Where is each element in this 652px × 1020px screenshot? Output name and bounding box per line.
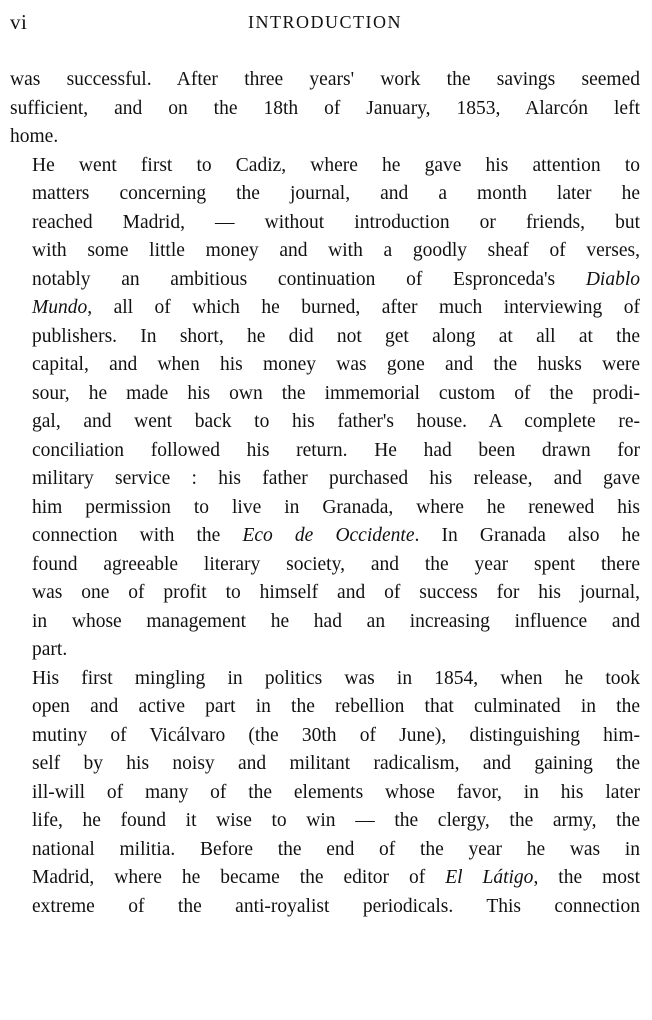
text-line: notably an ambitious continuation of Espronceda's Diablo <box>32 268 640 290</box>
page-header <box>10 8 640 44</box>
italic-title: Diablo <box>585 268 640 290</box>
text-line: was successful. After three years' work the savings seemed <box>10 69 640 90</box>
italic-title: El Látigo <box>445 867 534 888</box>
running-head: INTRODUCTION <box>248 12 402 32</box>
paragraph <box>10 665 640 922</box>
text-line: open and active part in the rebellion that culminated in the <box>32 696 640 717</box>
body-text <box>10 66 640 921</box>
text-line: home. <box>10 126 59 147</box>
text-line: was one of profit to himself and of success for his journal, <box>32 582 640 603</box>
text-line: He went first to Cadiz, where he gave his attention to <box>32 154 640 176</box>
text-line: gal, and went back to his father's house. A complete re- <box>32 411 640 432</box>
text-line: capital, and when his money was gone and the husks were <box>32 354 640 375</box>
page-number: vi <box>10 10 28 34</box>
text-line: part. <box>32 639 68 660</box>
italic-title: Mundo <box>32 297 88 318</box>
italic-title: Eco de Occidente <box>242 525 415 546</box>
text-line: in whose management he had an increasing influence and <box>32 610 640 632</box>
text-line: mutiny of Vicálvaro (the 30th of June), distinguishing him- <box>32 724 640 746</box>
text-line: sour, he made his own the immemorial custom of the prodi- <box>32 382 640 404</box>
text-line: matters concerning the journal, and a month later he <box>32 183 640 204</box>
text-line: found agreeable literary society, and the year spent there <box>32 553 640 575</box>
book-page <box>10 8 640 921</box>
text-line: extreme of the anti-royalist periodicals. This connection <box>32 895 640 917</box>
text-line: national militia. Before the end of the year he was in <box>32 838 640 860</box>
text-line: Mundo, all of which he burned, after much interviewing of <box>32 297 640 318</box>
text-line: ill-will of many of the elements whose favor, in his later <box>32 781 640 803</box>
text-line: him permission to live in Granada, where he renewed his <box>32 496 640 518</box>
paragraph <box>10 66 640 152</box>
text-line: with some little money and with a goodly sheaf of verses, <box>32 240 640 261</box>
text-line: reached Madrid, — without introduction or friends, but <box>32 211 640 233</box>
paragraph <box>10 152 640 665</box>
text-line: Madrid, where he became the editor of El Látigo, the most <box>32 867 640 888</box>
text-line: military service : his father purchased his release, and gave <box>32 468 640 489</box>
text-line: self by his noisy and militant radicalism, and gaining the <box>32 753 640 774</box>
text-line: life, he found it wise to win — the clergy, the army, the <box>32 810 640 831</box>
text-line: conciliation followed his return. He had been drawn for <box>32 439 640 461</box>
text-line: connection with the Eco de Occidente. In Granada also he <box>32 525 640 546</box>
text-line: His first mingling in politics was in 1854, when he took <box>32 667 640 689</box>
text-line: publishers. In short, he did not get along at all at the <box>32 325 640 347</box>
text-line: sufficient, and on the 18th of January, 1853, Alarcón left <box>10 97 640 119</box>
